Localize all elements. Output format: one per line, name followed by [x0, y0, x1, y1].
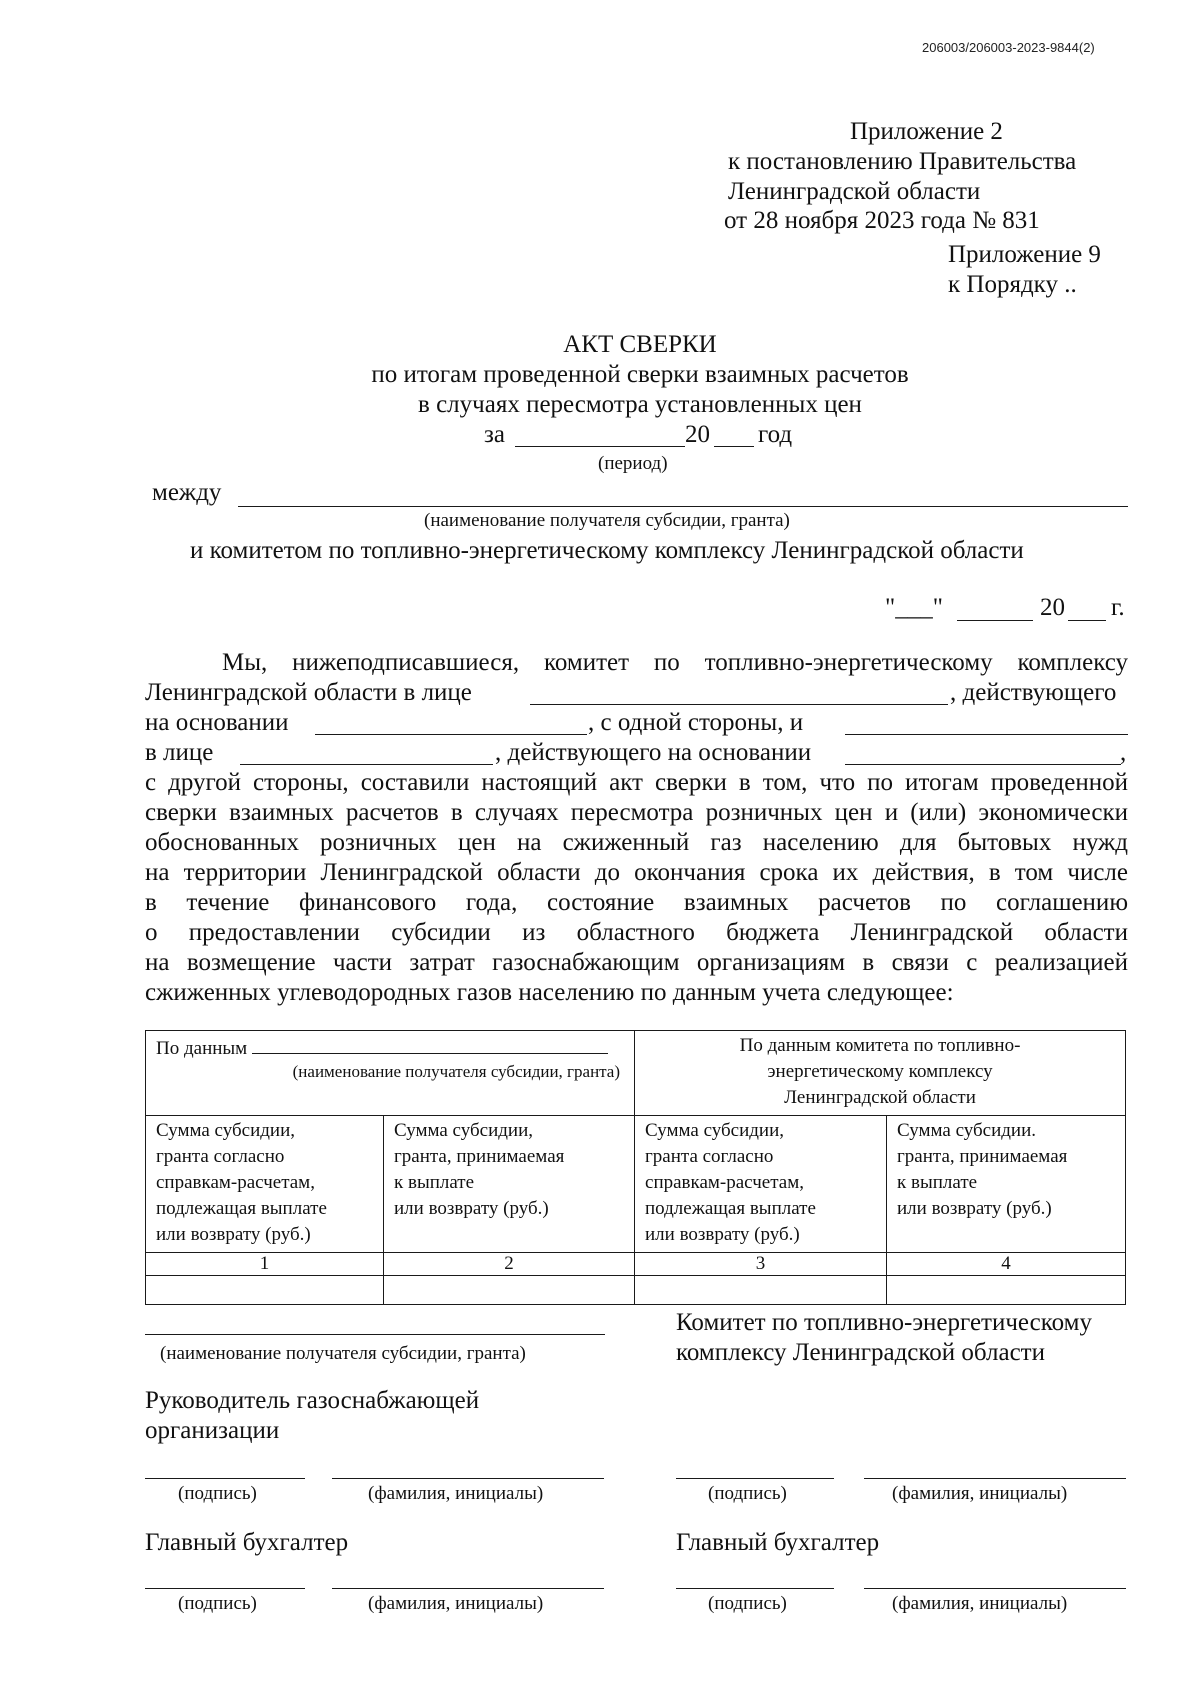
committee-accountant-signature-blank	[676, 1588, 834, 1589]
table-column-header-row	[146, 1116, 1126, 1253]
between-label: между	[152, 479, 222, 506]
committee-line: и комитетом по топливно-энергетическому комплексу Ленинградской области	[190, 537, 1024, 564]
head-name-caption: (фамилия, инициалы)	[368, 1483, 544, 1504]
table-cell	[887, 1276, 1126, 1305]
appendix-line-6: к Порядку ..	[948, 271, 1077, 298]
appendix-line-4: от 28 ноября 2023 года № 831	[724, 207, 1040, 234]
column-1-text: подлежащая выплате	[156, 1198, 327, 1219]
date-year-blank	[1068, 620, 1106, 621]
head-signature-caption: (подпись)	[178, 1483, 257, 1504]
period-caption: (период)	[598, 453, 668, 474]
body-line-4c: ,	[1120, 739, 1127, 766]
committee-header-line-1: По данным комитета по топливно-	[739, 1035, 1021, 1056]
period-year-blank	[714, 446, 754, 447]
column-4-text: Сумма субсидии.	[897, 1120, 1037, 1141]
recipient-data-header	[146, 1031, 635, 1116]
recipient-caption: (наименование получателя субсидии, гранта)	[424, 510, 790, 531]
date-quotes: "___"	[885, 594, 943, 621]
appendix-line-1: Приложение 2	[850, 118, 1003, 145]
accountant-signature-blank	[145, 1588, 305, 1589]
recipient-data-label: По данным	[156, 1038, 248, 1059]
column-1-text: или возврату (руб.)	[156, 1224, 311, 1245]
body-line-10: о предоставлении субсидии из областного бюджета Ленинградской области	[145, 919, 1128, 946]
column-header-2	[384, 1116, 635, 1253]
act-title: АКТ СВЕРКИ	[563, 331, 717, 358]
committee-org-line-2: комплексу Ленинградской области	[676, 1339, 1045, 1366]
recipient-party-blank	[845, 734, 1128, 735]
recipient-org-caption: (наименование получателя субсидии, гранта)	[160, 1343, 526, 1364]
body-line-3b: , с одной стороны, и	[588, 709, 804, 736]
column-header-3	[635, 1116, 887, 1253]
recipient-representative-blank	[240, 764, 493, 765]
column-4-text: гранта, принимаемая	[897, 1146, 1068, 1167]
column-2-text: или возврату (руб.)	[394, 1198, 549, 1219]
date-year-prefix: 20	[1040, 594, 1065, 621]
column-number-1: 1	[146, 1253, 384, 1276]
column-2-text: Сумма субсидии,	[394, 1120, 534, 1141]
table-header-row	[146, 1031, 1126, 1116]
table-cell	[146, 1276, 384, 1305]
chief-accountant-left: Главный бухгалтер	[145, 1529, 349, 1556]
recipient-org-blank	[145, 1334, 605, 1335]
appendix-line-3: Ленинградской области	[728, 178, 981, 205]
appendix-line-5: Приложение 9	[948, 241, 1101, 268]
period-blank	[515, 446, 685, 447]
committee-accountant-name-caption: (фамилия, инициалы)	[892, 1593, 1068, 1614]
committee-org-line-1: Комитет по топливно-энергетическому	[676, 1309, 1092, 1336]
committee-data-header	[635, 1031, 1126, 1116]
reconciliation-table	[145, 1030, 1126, 1305]
column-header-1	[146, 1116, 384, 1253]
head-signature-blank	[145, 1478, 305, 1479]
column-1-text: справкам-расчетам,	[156, 1172, 315, 1193]
head-name-blank	[332, 1478, 604, 1479]
column-1-text: Сумма субсидии,	[156, 1120, 296, 1141]
document-id: 206003/206003-2023-9844(2)	[922, 40, 1095, 55]
head-title-line-1: Руководитель газоснабжающей	[145, 1387, 480, 1414]
recipient-name-blank	[238, 506, 1128, 507]
column-2-text: гранта, принимаемая	[394, 1146, 565, 1167]
column-number-4: 4	[887, 1253, 1126, 1276]
body-line-4a: в лице	[145, 739, 214, 766]
column-1-text: гранта согласно	[156, 1146, 285, 1167]
period-suffix: год	[758, 421, 793, 448]
body-line-9: в течение финансового года, состояние взаимных расчетов по соглашению	[145, 889, 1128, 916]
column-3-text: или возврату (руб.)	[645, 1224, 800, 1245]
period-year: 20	[685, 421, 710, 448]
column-number-3: 3	[635, 1253, 887, 1276]
committee-head-signature-blank	[676, 1478, 834, 1479]
body-line-5: с другой стороны, составили настоящий акт сверки в том, что по итогам проведенной	[145, 769, 1128, 796]
committee-basis-blank	[315, 734, 587, 735]
recipient-data-blank	[252, 1033, 608, 1054]
column-header-4	[887, 1116, 1126, 1253]
table-row	[146, 1276, 1126, 1305]
body-line-6: сверки взаимных расчетов в случаях пересмотра розничных цен и (или) экономически	[145, 799, 1128, 826]
committee-head-name-caption: (фамилия, инициалы)	[892, 1483, 1068, 1504]
head-title-line-2: организации	[145, 1417, 280, 1444]
body-line-12: сжиженных углеводородных газов населению по данным учета следующее:	[145, 979, 954, 1006]
recipient-basis-blank	[845, 764, 1121, 765]
chief-accountant-right: Главный бухгалтер	[676, 1529, 880, 1556]
table-number-row	[146, 1253, 1126, 1276]
column-3-text: гранта согласно	[645, 1146, 774, 1167]
body-line-11: на возмещение части затрат газоснабжающим организациям в связи с реализацией	[145, 949, 1128, 976]
body-line-1: Мы, нижеподписавшиеся, комитет по топливно-энергетическому комплексу	[222, 649, 1128, 676]
body-line-3a: на основании	[145, 709, 289, 736]
column-number-2: 2	[384, 1253, 635, 1276]
accountant-name-caption: (фамилия, инициалы)	[368, 1593, 544, 1614]
column-3-text: справкам-расчетам,	[645, 1172, 804, 1193]
date-month-blank	[957, 620, 1033, 621]
table-cell	[635, 1276, 887, 1305]
table-cell	[384, 1276, 635, 1305]
column-3-text: подлежащая выплате	[645, 1198, 816, 1219]
column-4-text: к выплате	[897, 1172, 978, 1193]
committee-head-signature-caption: (подпись)	[708, 1483, 787, 1504]
committee-header-line-2: энергетическому комплексу	[767, 1061, 993, 1082]
body-line-2a: Ленинградской области в лице	[145, 679, 472, 706]
recipient-data-caption: (наименование получателя субсидии, гранта)	[292, 1062, 621, 1081]
committee-accountant-signature-caption: (подпись)	[708, 1593, 787, 1614]
column-4-text: или возврату (руб.)	[897, 1198, 1052, 1219]
act-subtitle-2: в случаях пересмотра установленных цен	[418, 391, 862, 418]
body-line-7: обоснованных розничных цен на сжиженный газ населению для бытовых нужд	[145, 829, 1128, 856]
appendix-line-2: к постановлению Правительства	[728, 148, 1077, 175]
period-prefix: за	[484, 421, 505, 448]
act-subtitle-1: по итогам проведенной сверки взаимных расчетов	[371, 361, 909, 388]
committee-header-line-3: Ленинградской области	[784, 1087, 976, 1108]
date-suffix: г.	[1111, 594, 1125, 621]
column-2-text: к выплате	[394, 1172, 475, 1193]
committee-representative-blank	[530, 704, 948, 705]
body-line-4b: , действующего на основании	[495, 739, 812, 766]
accountant-name-blank	[332, 1588, 604, 1589]
column-3-text: Сумма субсидии,	[645, 1120, 785, 1141]
accountant-signature-caption: (подпись)	[178, 1593, 257, 1614]
committee-head-name-blank	[864, 1478, 1126, 1479]
body-line-2b: , действующего	[950, 679, 1117, 706]
body-line-8: на территории Ленинградской области до окончания срока их действия, в том числе	[145, 859, 1128, 886]
committee-accountant-name-blank	[864, 1588, 1126, 1589]
